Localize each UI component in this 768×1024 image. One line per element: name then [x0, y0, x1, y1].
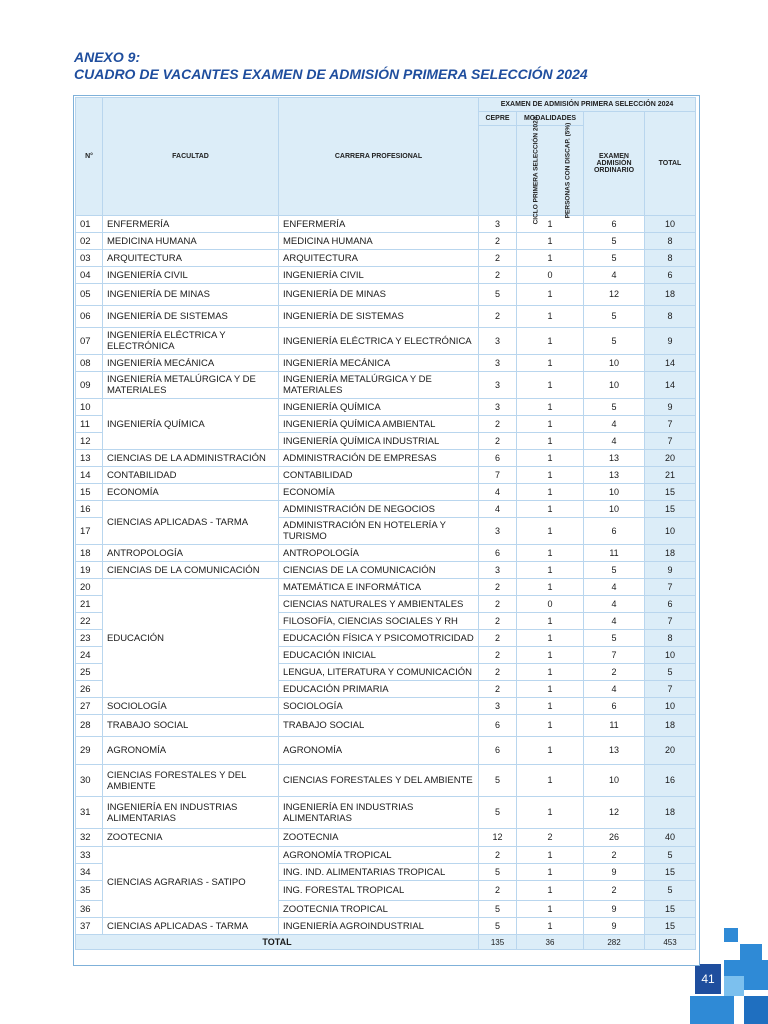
row-career: INGENIERÍA DE MINAS	[279, 284, 479, 306]
row-discap: 1	[517, 901, 584, 918]
row-career: CONTABILIDAD	[279, 467, 479, 484]
total-ciclo: 135	[479, 935, 517, 950]
row-discap: 1	[517, 518, 584, 545]
row-number: 07	[76, 328, 103, 355]
row-number: 17	[76, 518, 103, 545]
row-ciclo: 3	[479, 562, 517, 579]
row-total: 7	[645, 433, 696, 450]
row-ciclo: 5	[479, 918, 517, 935]
row-discap: 1	[517, 737, 584, 765]
row-number: 20	[76, 579, 103, 596]
row-discap: 1	[517, 233, 584, 250]
row-ciclo: 2	[479, 416, 517, 433]
row-total: 40	[645, 829, 696, 847]
row-ordinary: 9	[584, 901, 645, 918]
row-ordinary: 4	[584, 681, 645, 698]
row-total: 9	[645, 328, 696, 355]
row-number: 27	[76, 698, 103, 715]
table-row	[76, 829, 696, 847]
row-total: 15	[645, 864, 696, 881]
row-career: INGENIERÍA DE SISTEMAS	[279, 306, 479, 328]
row-career: EDUCACIÓN INICIAL	[279, 647, 479, 664]
row-discap: 1	[517, 416, 584, 433]
row-faculty: TRABAJO SOCIAL	[103, 715, 279, 737]
row-career: CIENCIAS NATURALES Y AMBIENTALES	[279, 596, 479, 613]
row-ordinary: 13	[584, 450, 645, 467]
row-discap: 1	[517, 545, 584, 562]
row-number: 28	[76, 715, 103, 737]
header-num: N°	[76, 98, 103, 216]
row-ciclo: 2	[479, 630, 517, 647]
row-total: 6	[645, 267, 696, 284]
row-faculty: CIENCIAS DE LA ADMINISTRACIÓN	[103, 450, 279, 467]
table-row	[76, 579, 696, 596]
table-row	[76, 216, 696, 233]
row-ciclo: 2	[479, 664, 517, 681]
decor-square	[724, 976, 744, 996]
row-number: 35	[76, 881, 103, 901]
row-discap: 2	[517, 829, 584, 847]
row-career: ZOOTECNIA	[279, 829, 479, 847]
row-career: INGENIERÍA METALÚRGICA Y DE MATERIALES	[279, 372, 479, 399]
row-discap: 1	[517, 647, 584, 664]
row-ordinary: 4	[584, 613, 645, 630]
row-ordinary: 12	[584, 284, 645, 306]
row-discap: 1	[517, 450, 584, 467]
row-number: 26	[76, 681, 103, 698]
row-career: CIENCIAS DE LA COMUNICACIÓN	[279, 562, 479, 579]
row-faculty: CIENCIAS FORESTALES Y DEL AMBIENTE	[103, 765, 279, 797]
row-discap: 1	[517, 284, 584, 306]
row-number: 22	[76, 613, 103, 630]
row-ciclo: 3	[479, 216, 517, 233]
table-row	[76, 328, 696, 355]
row-discap: 1	[517, 613, 584, 630]
row-ordinary: 10	[584, 501, 645, 518]
row-career: ING. FORESTAL TROPICAL	[279, 881, 479, 901]
header-group: EXAMEN DE ADMISIÓN PRIMERA SELECCIÓN 2024	[479, 98, 696, 112]
row-ciclo: 5	[479, 901, 517, 918]
row-ciclo: 2	[479, 847, 517, 864]
row-career: MEDICINA HUMANA	[279, 233, 479, 250]
row-ordinary: 4	[584, 416, 645, 433]
row-total: 6	[645, 596, 696, 613]
row-faculty: SOCIOLOGÍA	[103, 698, 279, 715]
row-career: ENFERMERÍA	[279, 216, 479, 233]
row-number: 14	[76, 467, 103, 484]
row-number: 10	[76, 399, 103, 416]
row-number: 21	[76, 596, 103, 613]
row-career: FILOSOFÍA, CIENCIAS SOCIALES Y RH	[279, 613, 479, 630]
row-number: 01	[76, 216, 103, 233]
row-discap: 1	[517, 579, 584, 596]
row-career: MATEMÁTICA E INFORMÁTICA	[279, 579, 479, 596]
row-ciclo: 2	[479, 613, 517, 630]
row-number: 30	[76, 765, 103, 797]
table-row	[76, 306, 696, 328]
header-career: CARRERA PROFESIONAL	[279, 98, 479, 216]
row-career: ARQUITECTURA	[279, 250, 479, 267]
row-discap: 1	[517, 881, 584, 901]
annex-label: ANEXO 9:	[74, 49, 141, 65]
row-discap: 1	[517, 864, 584, 881]
row-ordinary: 10	[584, 355, 645, 372]
row-total: 5	[645, 881, 696, 901]
decor-square	[724, 928, 738, 942]
row-ordinary: 4	[584, 596, 645, 613]
row-ordinary: 26	[584, 829, 645, 847]
row-discap: 1	[517, 484, 584, 501]
row-number: 37	[76, 918, 103, 935]
row-ordinary: 2	[584, 664, 645, 681]
row-career: AGRONOMÍA TROPICAL	[279, 847, 479, 864]
row-total: 7	[645, 416, 696, 433]
row-faculty: ENFERMERÍA	[103, 216, 279, 233]
row-ciclo: 6	[479, 545, 517, 562]
row-total: 8	[645, 233, 696, 250]
row-ciclo: 5	[479, 765, 517, 797]
row-career: INGENIERÍA CIVIL	[279, 267, 479, 284]
header-faculty: FACULTAD	[103, 98, 279, 216]
table-row	[76, 918, 696, 935]
row-faculty: INGENIERÍA DE SISTEMAS	[103, 306, 279, 328]
row-career: ADMINISTRACIÓN DE NEGOCIOS	[279, 501, 479, 518]
row-total: 20	[645, 450, 696, 467]
row-ordinary: 10	[584, 372, 645, 399]
row-discap: 1	[517, 216, 584, 233]
row-ciclo: 2	[479, 233, 517, 250]
row-ordinary: 5	[584, 306, 645, 328]
table-row	[76, 765, 696, 797]
row-ciclo: 2	[479, 647, 517, 664]
header-ciclo-text: CICLO PRIMERA SELECCIÓN 2024	[532, 116, 540, 225]
row-ciclo: 7	[479, 467, 517, 484]
row-discap: 1	[517, 715, 584, 737]
row-career: LENGUA, LITERATURA Y COMUNICACIÓN	[279, 664, 479, 681]
vacancies-table	[75, 97, 696, 950]
row-ordinary: 12	[584, 797, 645, 829]
row-number: 19	[76, 562, 103, 579]
row-faculty: INGENIERÍA ELÉCTRICA Y ELECTRÓNICA	[103, 328, 279, 355]
row-ciclo: 3	[479, 372, 517, 399]
row-number: 32	[76, 829, 103, 847]
row-ciclo: 2	[479, 881, 517, 901]
row-ordinary: 11	[584, 715, 645, 737]
row-ciclo: 2	[479, 433, 517, 450]
row-total: 18	[645, 284, 696, 306]
row-discap: 1	[517, 630, 584, 647]
row-number: 25	[76, 664, 103, 681]
row-total: 9	[645, 399, 696, 416]
row-total: 5	[645, 664, 696, 681]
row-career: AGRONOMÍA	[279, 737, 479, 765]
row-ciclo: 5	[479, 797, 517, 829]
row-ordinary: 10	[584, 484, 645, 501]
row-ciclo: 2	[479, 250, 517, 267]
row-total: 5	[645, 847, 696, 864]
row-career: CIENCIAS FORESTALES Y DEL AMBIENTE	[279, 765, 479, 797]
row-ordinary: 7	[584, 647, 645, 664]
row-ciclo: 6	[479, 450, 517, 467]
row-faculty: INGENIERÍA DE MINAS	[103, 284, 279, 306]
row-ordinary: 4	[584, 433, 645, 450]
row-discap: 1	[517, 664, 584, 681]
row-number: 15	[76, 484, 103, 501]
row-total: 18	[645, 797, 696, 829]
row-discap: 0	[517, 596, 584, 613]
row-number: 09	[76, 372, 103, 399]
header-total: TOTAL	[645, 112, 696, 216]
row-total: 10	[645, 647, 696, 664]
row-ciclo: 3	[479, 518, 517, 545]
table-row	[76, 484, 696, 501]
row-career: ING. IND. ALIMENTARIAS TROPICAL	[279, 864, 479, 881]
row-ordinary: 5	[584, 399, 645, 416]
table-row	[76, 399, 696, 416]
total-ordinary: 282	[584, 935, 645, 950]
table-row	[76, 467, 696, 484]
row-faculty: CIENCIAS AGRARIAS - SATIPO	[103, 847, 279, 918]
row-total: 15	[645, 501, 696, 518]
row-ciclo: 5	[479, 864, 517, 881]
table-row	[76, 233, 696, 250]
header-modalities: MODALIDADES	[517, 112, 584, 126]
row-ordinary: 5	[584, 630, 645, 647]
row-ordinary: 9	[584, 918, 645, 935]
row-total: 15	[645, 901, 696, 918]
row-total: 16	[645, 765, 696, 797]
row-ordinary: 6	[584, 216, 645, 233]
row-total: 14	[645, 372, 696, 399]
row-career: INGENIERÍA AGROINDUSTRIAL	[279, 918, 479, 935]
row-career: ECONOMÍA	[279, 484, 479, 501]
total-total: 453	[645, 935, 696, 950]
table-row	[76, 284, 696, 306]
table-row	[76, 545, 696, 562]
table-row	[76, 562, 696, 579]
row-ordinary: 4	[584, 579, 645, 596]
row-number: 05	[76, 284, 103, 306]
row-number: 12	[76, 433, 103, 450]
table-row	[76, 698, 696, 715]
row-total: 7	[645, 681, 696, 698]
row-faculty: INGENIERÍA CIVIL	[103, 267, 279, 284]
row-ciclo: 3	[479, 698, 517, 715]
row-career: SOCIOLOGÍA	[279, 698, 479, 715]
row-total: 14	[645, 355, 696, 372]
row-discap: 1	[517, 250, 584, 267]
row-ciclo: 4	[479, 484, 517, 501]
row-discap: 1	[517, 501, 584, 518]
row-ciclo: 3	[479, 399, 517, 416]
row-faculty: CIENCIAS APLICADAS - TARMA	[103, 918, 279, 935]
table-row	[76, 847, 696, 864]
row-total: 18	[645, 715, 696, 737]
row-total: 20	[645, 737, 696, 765]
row-total: 7	[645, 613, 696, 630]
row-number: 36	[76, 901, 103, 918]
row-total: 8	[645, 250, 696, 267]
total-discap: 36	[517, 935, 584, 950]
row-ordinary: 5	[584, 233, 645, 250]
row-faculty: CIENCIAS DE LA COMUNICACIÓN	[103, 562, 279, 579]
row-discap: 1	[517, 433, 584, 450]
row-discap: 1	[517, 918, 584, 935]
row-ordinary: 11	[584, 545, 645, 562]
row-discap: 1	[517, 306, 584, 328]
row-total: 8	[645, 630, 696, 647]
row-faculty: ARQUITECTURA	[103, 250, 279, 267]
row-number: 02	[76, 233, 103, 250]
row-faculty: ECONOMÍA	[103, 484, 279, 501]
table-row	[76, 737, 696, 765]
row-total: 10	[645, 216, 696, 233]
row-total: 15	[645, 484, 696, 501]
row-number: 31	[76, 797, 103, 829]
row-number: 23	[76, 630, 103, 647]
header-cepre: CEPRE	[479, 112, 517, 126]
row-ordinary: 2	[584, 847, 645, 864]
page-number: 41	[695, 964, 721, 994]
row-ciclo: 5	[479, 284, 517, 306]
row-ciclo: 3	[479, 328, 517, 355]
row-career: ADMINISTRACIÓN EN HOTELERÍA Y TURISMO	[279, 518, 479, 545]
row-faculty: INGENIERÍA QUÍMICA	[103, 399, 279, 450]
row-career: EDUCACIÓN PRIMARIA	[279, 681, 479, 698]
row-total: 10	[645, 518, 696, 545]
row-career: INGENIERÍA QUÍMICA INDUSTRIAL	[279, 433, 479, 450]
table-row	[76, 450, 696, 467]
row-faculty: INGENIERÍA MECÁNICA	[103, 355, 279, 372]
total-label: TOTAL	[76, 935, 479, 950]
row-ciclo: 12	[479, 829, 517, 847]
row-faculty: INGENIERÍA EN INDUSTRIAS ALIMENTARIAS	[103, 797, 279, 829]
row-number: 16	[76, 501, 103, 518]
row-discap: 1	[517, 562, 584, 579]
row-ordinary: 6	[584, 518, 645, 545]
decor-square	[744, 996, 768, 1024]
row-ciclo: 2	[479, 579, 517, 596]
row-total: 15	[645, 918, 696, 935]
row-discap: 1	[517, 372, 584, 399]
table-row	[76, 355, 696, 372]
row-ciclo: 6	[479, 715, 517, 737]
table-row	[76, 250, 696, 267]
row-career: INGENIERÍA QUÍMICA	[279, 399, 479, 416]
row-ciclo: 6	[479, 737, 517, 765]
row-number: 24	[76, 647, 103, 664]
row-ordinary: 13	[584, 737, 645, 765]
row-total: 8	[645, 306, 696, 328]
row-ordinary: 9	[584, 864, 645, 881]
row-ordinary: 13	[584, 467, 645, 484]
row-number: 08	[76, 355, 103, 372]
row-career: TRABAJO SOCIAL	[279, 715, 479, 737]
row-discap: 1	[517, 681, 584, 698]
row-faculty: CIENCIAS APLICADAS - TARMA	[103, 501, 279, 545]
row-faculty: AGRONOMÍA	[103, 737, 279, 765]
row-discap: 1	[517, 698, 584, 715]
row-faculty: ANTROPOLOGÍA	[103, 545, 279, 562]
row-faculty: ZOOTECNIA	[103, 829, 279, 847]
row-total: 21	[645, 467, 696, 484]
row-ciclo: 2	[479, 681, 517, 698]
row-number: 06	[76, 306, 103, 328]
row-faculty: MEDICINA HUMANA	[103, 233, 279, 250]
page-title: CUADRO DE VACANTES EXAMEN DE ADMISIÓN PRIMERA SELECCIÓN 2024	[74, 66, 588, 82]
row-discap: 1	[517, 355, 584, 372]
row-number: 29	[76, 737, 103, 765]
header-discap	[517, 122, 584, 219]
table-row	[76, 267, 696, 284]
row-ordinary: 6	[584, 698, 645, 715]
row-number: 13	[76, 450, 103, 467]
row-career: INGENIERÍA QUÍMICA AMBIENTAL	[279, 416, 479, 433]
row-number: 18	[76, 545, 103, 562]
row-total: 10	[645, 698, 696, 715]
row-ordinary: 2	[584, 881, 645, 901]
row-total: 7	[645, 579, 696, 596]
row-discap: 1	[517, 467, 584, 484]
row-ciclo: 3	[479, 355, 517, 372]
row-career: INGENIERÍA EN INDUSTRIAS ALIMENTARIAS	[279, 797, 479, 829]
row-faculty: CONTABILIDAD	[103, 467, 279, 484]
row-number: 03	[76, 250, 103, 267]
row-number: 34	[76, 864, 103, 881]
row-ordinary: 4	[584, 267, 645, 284]
table-row	[76, 501, 696, 518]
header-ordinary: EXAMEN ADMISIÓN ORDINARIO	[584, 112, 645, 216]
row-faculty: EDUCACIÓN	[103, 579, 279, 698]
table-row	[76, 797, 696, 829]
row-ordinary: 10	[584, 765, 645, 797]
row-discap: 1	[517, 399, 584, 416]
row-number: 04	[76, 267, 103, 284]
row-discap: 1	[517, 328, 584, 355]
row-career: ZOOTECNIA TROPICAL	[279, 901, 479, 918]
row-faculty: INGENIERÍA METALÚRGICA Y DE MATERIALES	[103, 372, 279, 399]
row-discap: 1	[517, 847, 584, 864]
row-total: 18	[645, 545, 696, 562]
row-discap: 0	[517, 267, 584, 284]
row-discap: 1	[517, 797, 584, 829]
header-discap-text: PERSONAS CON DISCAP. (5%)	[564, 122, 572, 219]
row-ordinary: 5	[584, 250, 645, 267]
table-row	[76, 372, 696, 399]
row-number: 11	[76, 416, 103, 433]
row-ciclo: 2	[479, 267, 517, 284]
row-discap: 1	[517, 765, 584, 797]
row-ordinary: 5	[584, 328, 645, 355]
table-row	[76, 715, 696, 737]
row-ciclo: 2	[479, 306, 517, 328]
row-career: EDUCACIÓN FÍSICA Y PSICOMOTRICIDAD	[279, 630, 479, 647]
row-ciclo: 4	[479, 501, 517, 518]
row-ordinary: 5	[584, 562, 645, 579]
row-ciclo: 2	[479, 596, 517, 613]
row-number: 33	[76, 847, 103, 864]
row-career: INGENIERÍA MECÁNICA	[279, 355, 479, 372]
row-career: ADMINISTRACIÓN DE EMPRESAS	[279, 450, 479, 467]
row-career: ANTROPOLOGÍA	[279, 545, 479, 562]
row-total: 9	[645, 562, 696, 579]
decor-square	[690, 996, 734, 1024]
row-career: INGENIERÍA ELÉCTRICA Y ELECTRÓNICA	[279, 328, 479, 355]
